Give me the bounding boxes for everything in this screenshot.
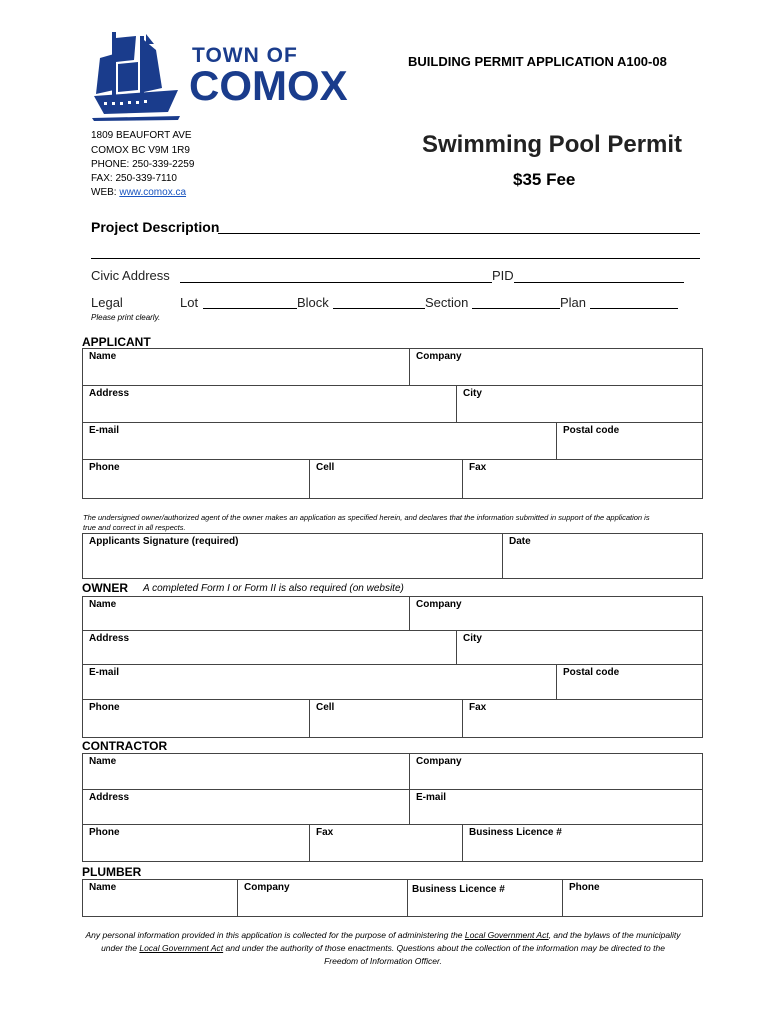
plumber-phone-field[interactable] — [563, 880, 702, 916]
declaration-text: The undersigned owner/authorized agent of the owner makes an application as specified herein, and declares that the information submitted in support of the application is true and correct in all respects. — [83, 513, 650, 532]
permit-fee: $35 Fee — [513, 170, 576, 189]
owner-form-note: A completed Form I or Form II is also required (on website) — [143, 583, 404, 594]
project-description-line-2[interactable] — [91, 258, 700, 259]
plumber-company-label: Company — [244, 882, 290, 893]
privacy-text-1: Any personal information provided in this application is collected for the purpose of administering the — [85, 930, 465, 940]
applicant-fax-field[interactable] — [463, 460, 702, 498]
applicant-heading: APPLICANT — [82, 335, 151, 349]
plumber-table — [82, 879, 703, 917]
contractor-table — [82, 753, 703, 862]
owner-name-field[interactable] — [83, 597, 410, 631]
project-description-label: Project Description — [91, 219, 220, 235]
civic-address-field[interactable] — [180, 282, 492, 283]
applicant-email-field[interactable] — [83, 423, 557, 460]
section-label: Section — [425, 295, 469, 310]
pid-field[interactable] — [514, 282, 684, 283]
applicant-phone-label: Phone — [89, 462, 120, 473]
contractor-licence-label: Business Licence # — [469, 827, 562, 838]
applicant-fax-label: Fax — [469, 462, 487, 473]
contractor-phone-label: Phone — [89, 827, 120, 838]
comox-wordmark: COMOX — [189, 62, 348, 109]
privacy-text-3: and under the authority of those enactments. Questions about the collection of the information may be directed to the Freedom of Information Officer. — [223, 943, 665, 966]
town-of-label: TOWN OF — [192, 44, 298, 67]
signature-date-field[interactable] — [503, 534, 702, 578]
contractor-company-field[interactable] — [410, 754, 702, 790]
applicant-address-label: Address — [89, 388, 130, 399]
document-title: BUILDING PERMIT APPLICATION A100-08 — [408, 54, 667, 69]
address-line-2: COMOX BC V9M 1R9 — [91, 145, 190, 156]
contractor-email-field[interactable] — [410, 790, 702, 825]
section-field[interactable] — [472, 308, 560, 309]
contractor-heading: CONTRACTOR — [82, 739, 168, 753]
applicant-name-label: Name — [89, 351, 117, 362]
block-field[interactable] — [333, 308, 425, 309]
contractor-address-field[interactable] — [83, 790, 410, 825]
signature-field[interactable] — [83, 534, 503, 578]
project-description-line-1[interactable] — [218, 233, 700, 234]
print-clearly-note: Please print clearly. — [91, 313, 161, 322]
owner-postal-label: Postal code — [563, 667, 620, 678]
plumber-name-label: Name — [89, 882, 117, 893]
plumber-licence-field[interactable] — [408, 880, 563, 916]
owner-company-label: Company — [416, 599, 462, 610]
fax-line: FAX: 250-339-7110 — [91, 173, 177, 184]
signature-date-label: Date — [509, 536, 531, 547]
contractor-email-label: E-mail — [416, 792, 447, 803]
privacy-act-link-1: Local Government Act — [464, 930, 549, 940]
plumber-phone-label: Phone — [569, 882, 600, 893]
web-prefix: WEB: — [91, 187, 120, 198]
applicant-city-field[interactable] — [457, 386, 702, 423]
owner-cell-field[interactable] — [310, 700, 463, 737]
privacy-act-link-2: Local Government Act — [139, 943, 224, 953]
applicant-table — [82, 348, 703, 499]
owner-heading: OWNER — [82, 581, 128, 595]
owner-phone-label: Phone — [89, 702, 120, 713]
contractor-name-label: Name — [89, 756, 117, 767]
web-line — [91, 186, 186, 200]
owner-phone-field[interactable] — [83, 700, 310, 737]
owner-cell-label: Cell — [316, 702, 335, 713]
plumber-company-field[interactable] — [238, 880, 408, 916]
form-title: Swimming Pool Permit — [422, 131, 683, 158]
owner-table — [82, 596, 703, 738]
applicant-phone-field[interactable] — [83, 460, 310, 498]
signature-label: Applicants Signature (required) — [89, 536, 239, 547]
applicant-company-label: Company — [416, 351, 462, 362]
owner-email-field[interactable] — [83, 665, 557, 700]
owner-city-label: City — [463, 633, 482, 644]
signature-table — [82, 533, 703, 579]
contractor-company-label: Company — [416, 756, 462, 767]
plumber-heading: PLUMBER — [82, 865, 142, 879]
applicant-email-label: E-mail — [89, 425, 120, 436]
phone-line: PHONE: 250-339-2259 — [91, 159, 195, 170]
owner-address-field[interactable] — [83, 631, 457, 665]
pid-label: PID — [492, 268, 514, 283]
contractor-phone-field[interactable] — [83, 825, 310, 861]
contractor-fax-field[interactable] — [310, 825, 463, 861]
contractor-licence-field[interactable] — [463, 825, 702, 861]
applicant-cell-label: Cell — [316, 462, 335, 473]
plan-field[interactable] — [590, 308, 678, 309]
lot-label: Lot — [180, 295, 199, 310]
block-label: Block — [297, 295, 329, 310]
owner-address-label: Address — [89, 633, 130, 644]
owner-name-label: Name — [89, 599, 117, 610]
privacy-text-2: , and the bylaws of the municipality under the — [101, 930, 681, 953]
owner-company-field[interactable] — [410, 597, 702, 631]
web-link[interactable]: www.comox.ca — [119, 187, 187, 198]
contractor-address-label: Address — [89, 792, 130, 803]
civic-address-label: Civic Address — [91, 268, 170, 283]
town-logo-ship-icon — [92, 30, 182, 122]
privacy-notice — [83, 929, 683, 968]
owner-city-field[interactable] — [457, 631, 702, 665]
applicant-city-label: City — [463, 388, 482, 399]
address-line-1: 1809 BEAUFORT AVE — [91, 130, 192, 141]
owner-postal-field[interactable] — [557, 665, 702, 700]
legal-label: Legal — [91, 295, 123, 310]
applicant-company-field[interactable] — [410, 349, 702, 386]
owner-email-label: E-mail — [89, 667, 120, 678]
lot-field[interactable] — [203, 308, 297, 309]
applicant-postal-label: Postal code — [563, 425, 620, 436]
applicant-postal-field[interactable] — [557, 423, 702, 460]
plumber-licence-label: Business Licence # — [412, 884, 505, 895]
contractor-fax-label: Fax — [316, 827, 334, 838]
applicant-name-field[interactable] — [83, 349, 410, 386]
owner-fax-label: Fax — [469, 702, 487, 713]
owner-fax-field[interactable] — [463, 700, 702, 737]
plumber-name-field[interactable] — [83, 880, 238, 916]
contractor-name-field[interactable] — [83, 754, 410, 790]
applicant-cell-field[interactable] — [310, 460, 463, 498]
applicant-address-field[interactable] — [83, 386, 457, 423]
plan-label: Plan — [560, 295, 587, 310]
